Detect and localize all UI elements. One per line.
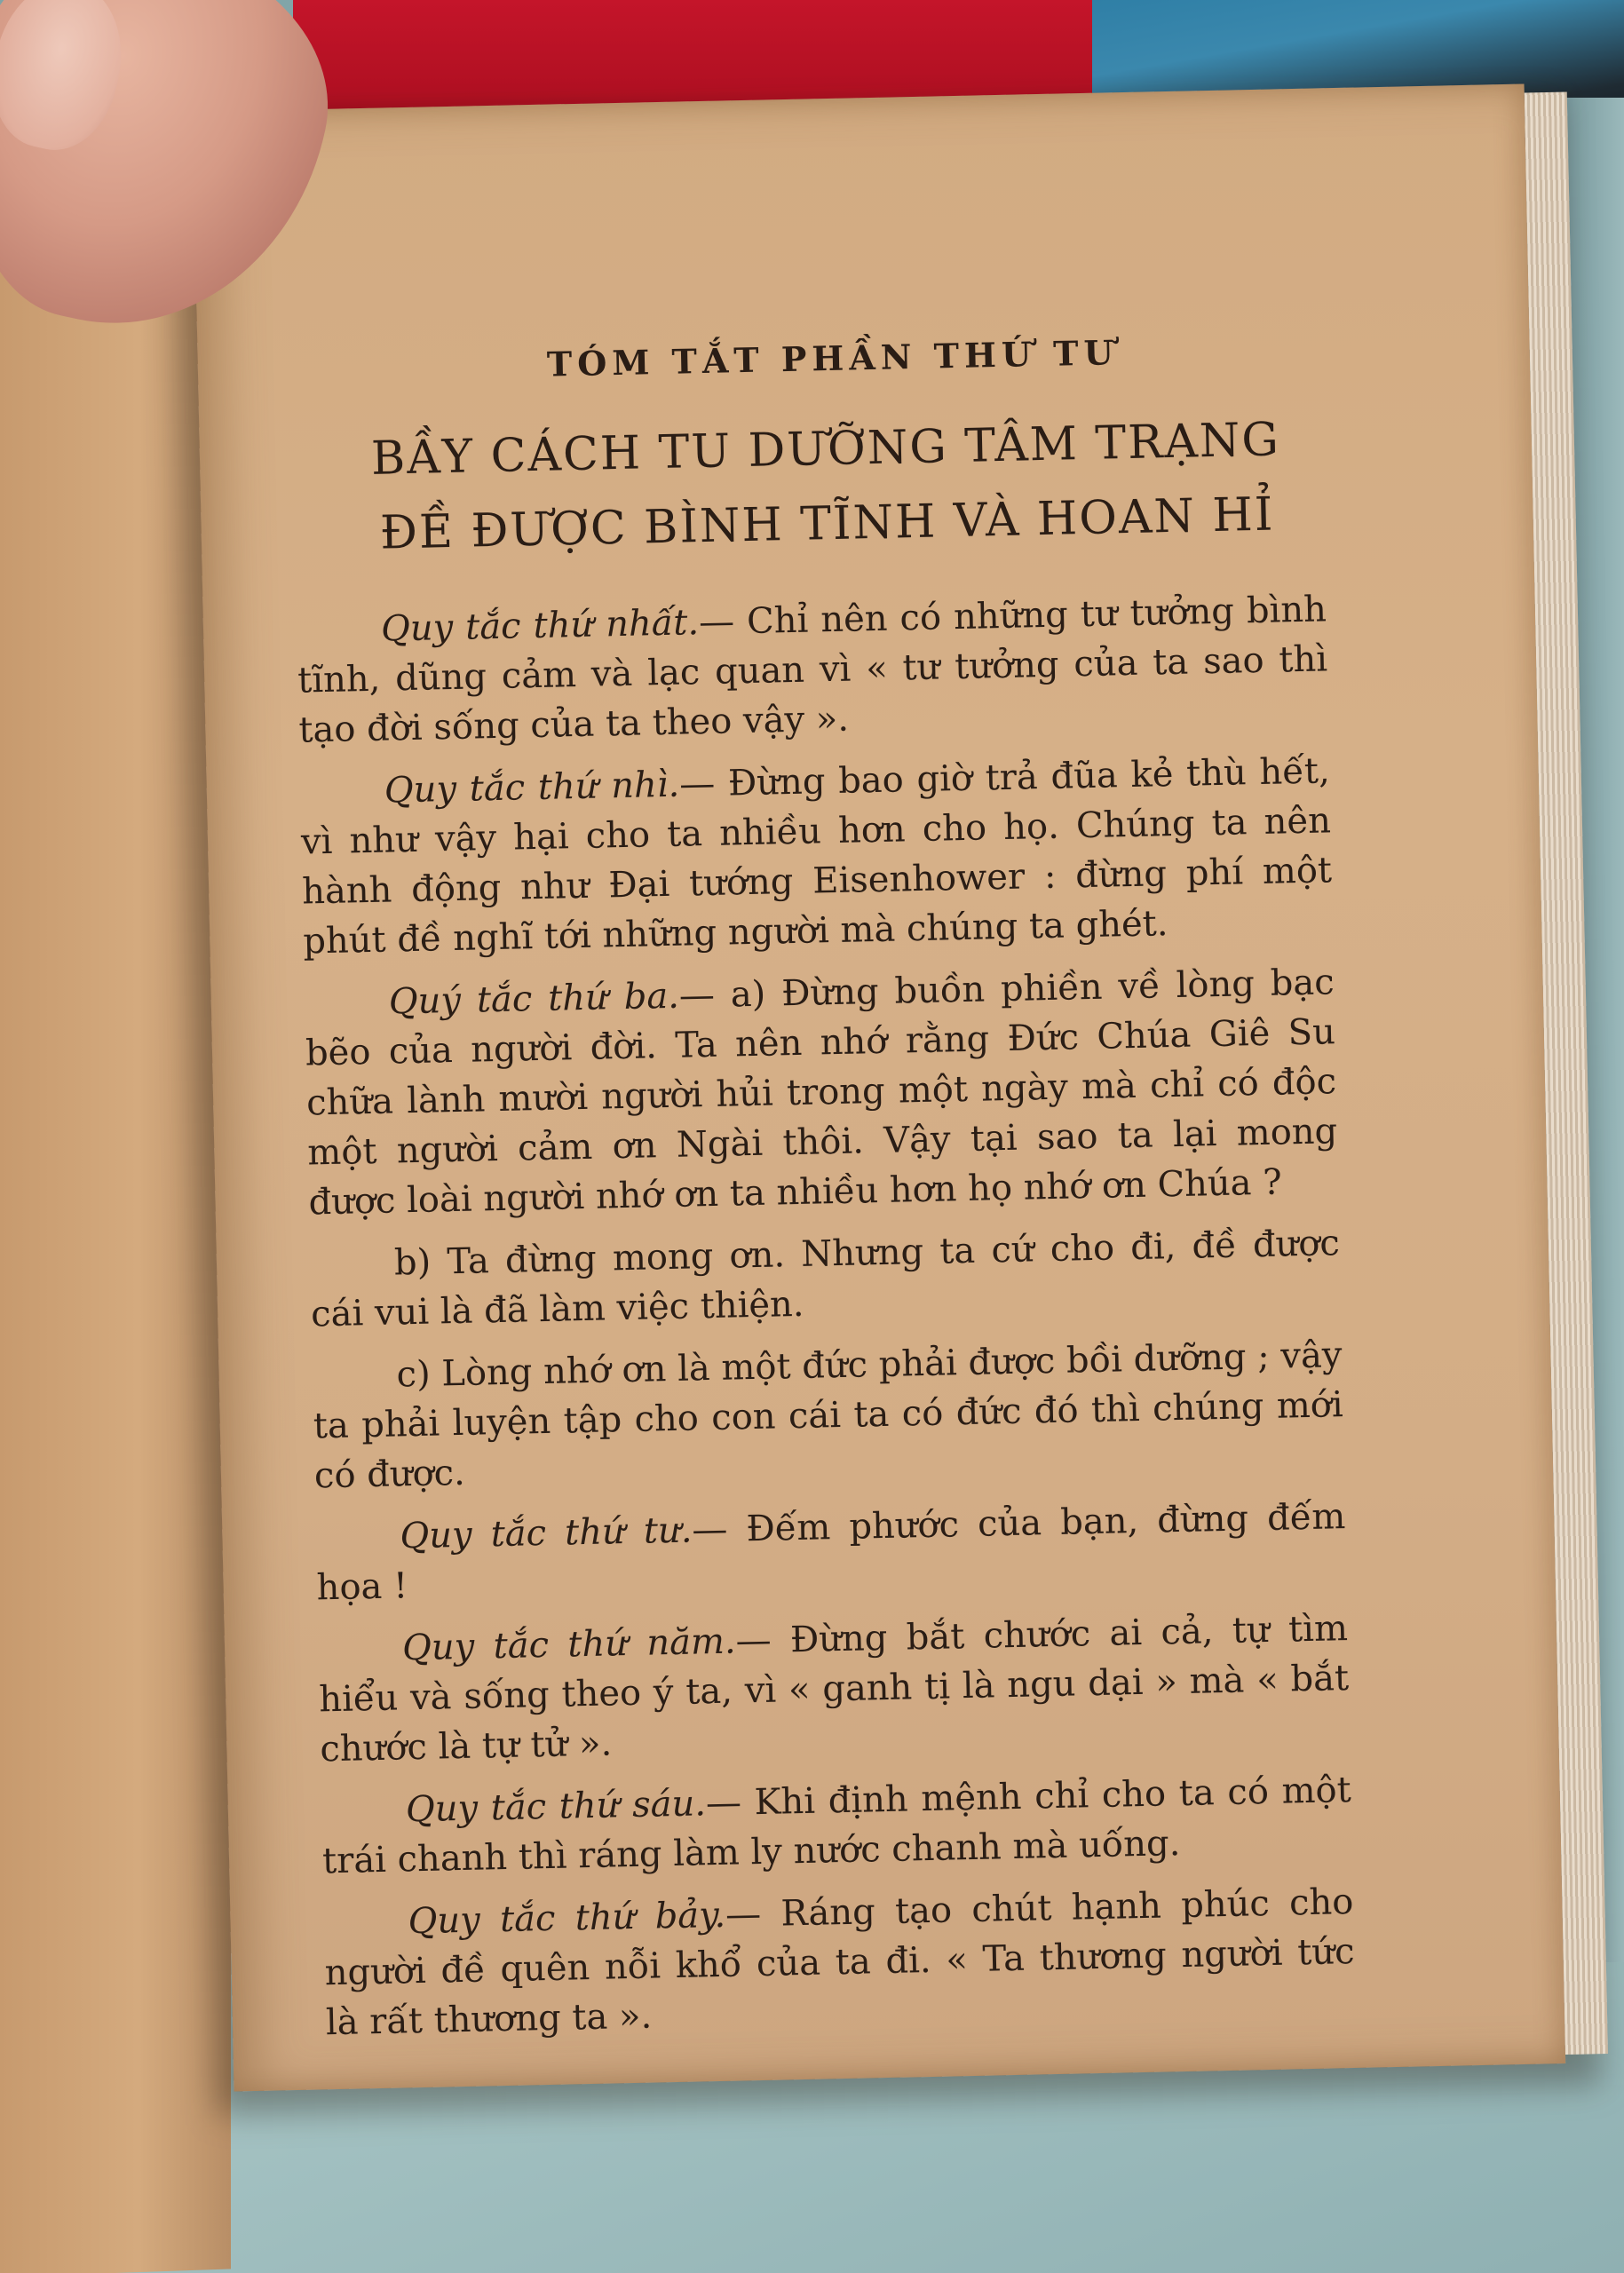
rule-label: Quy tắc thứ bảy.: [408, 1894, 726, 1943]
rule-label: Quy tắc thứ tư.: [399, 1509, 693, 1557]
part-heading: TÓM TẮT PHẦN THỨ TƯ: [546, 332, 1120, 384]
rule-label: Quy tắc thứ nhất.: [380, 602, 700, 650]
rule-text: — a) Đừng buồn phiền về lòng bạc bẽo của người đời. Ta nên nhớ rằng Đức Chúa Giê Su chữa lành mười người hủi trong một ngày mà chỉ có độc một người cảm ơn Ngài thôi. Vậy tại sao ta lại mong được loài người nhớ ơn ta nhiều hơn họ nhớ ơn Chúa ?: [305, 962, 1338, 1224]
rule-paragraph: [304, 957, 1339, 1227]
rule-subparagraph: [312, 1330, 1344, 1501]
rule-text: — Ráng tạo chút hạnh phúc cho người đề quên nỗi khổ của ta đi. « Ta thương người tức là rất thương ta ».: [324, 1881, 1355, 2044]
rule-label: Quý tắc thứ ba.: [388, 975, 680, 1023]
rule-text: — Đếm phước của bạn, đừng đếm họa !: [316, 1496, 1346, 1609]
rule-text: — Khi định mệnh chỉ cho ta có một trái chanh thì ráng làm ly nước chanh mà uống.: [321, 1770, 1352, 1882]
page-content: [290, 328, 1356, 2060]
rule-paragraph: [321, 1765, 1352, 1886]
chapter-title-line-2: ĐỀ ĐƯỢC BÌNH TĨNH VÀ HOAN HỈ: [379, 487, 1275, 560]
rule-label: Quy tắc thứ sáu.: [405, 1783, 707, 1831]
rule-text: — Đừng bao giờ trả đũa kẻ thù hết, vì như vậy hại cho ta nhiều hơn cho họ. Chúng ta nên hành động như Đại tướng Eisenhower : đừng phí một phút đề nghĩ tới những người mà chúng ta ghét.: [300, 750, 1333, 962]
rule-label: Quy tắc thứ nhì.: [384, 764, 680, 812]
book-page: [193, 84, 1565, 2092]
rule-paragraph: [323, 1877, 1356, 2047]
thumbnail: [0, 0, 136, 161]
rule-label: Quy tắc thứ năm.: [401, 1620, 737, 1669]
rule-paragraph: [299, 746, 1333, 966]
rule-text: — Đừng bắt chước ai cả, tự tìm hiểu và sống theo ý ta, vì « ganh tị là ngu dại » mà « bắt chước là tự tử ».: [318, 1608, 1350, 1770]
chapter-title-line-1: BẦY CÁCH TU DƯỠNG TÂM TRẠNG: [370, 413, 1281, 486]
rule-text: b) Ta đừng mong ơn. Nhưng ta cứ cho đi, đề được cái vui là đã làm việc thiện.: [310, 1223, 1341, 1335]
rule-subparagraph: [309, 1218, 1341, 1339]
rule-text: — Chỉ nên có những tư tưởng bình tĩnh, dũng cảm và lạc quan vì « tư tưởng của ta sao thì tạo đời sống của ta theo vậy ».: [297, 589, 1328, 751]
rule-paragraph: [296, 584, 1328, 755]
rule-paragraph: [315, 1492, 1347, 1612]
rule-text: c) Lòng nhớ ơn là một đức phải được bồi dưỡng ; vậy ta phải luyện tập cho con cái ta có đức đó thì chúng mới có được.: [313, 1334, 1344, 1497]
chapter-title: [292, 401, 1325, 572]
rule-paragraph: [318, 1604, 1351, 1774]
